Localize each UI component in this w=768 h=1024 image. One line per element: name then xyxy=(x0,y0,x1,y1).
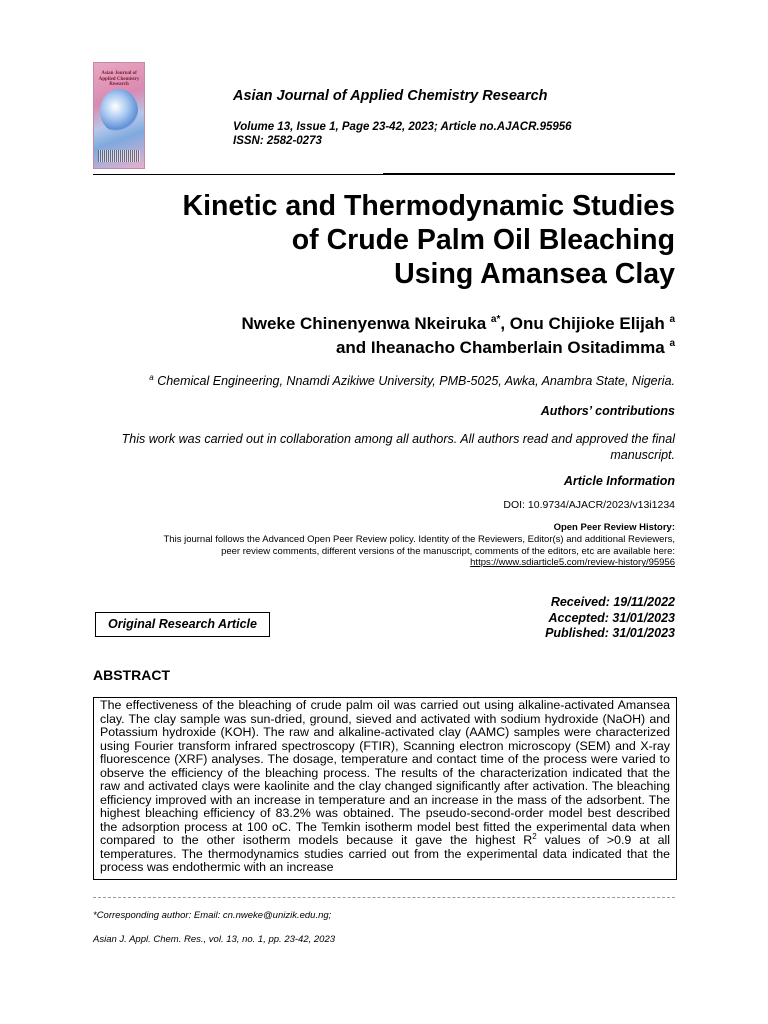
doi-value: 10.9734/AJACR/2023/v13i1234 xyxy=(527,499,675,511)
title-line-2: of Crude Palm Oil Bleaching xyxy=(291,224,675,256)
author-2: , Onu Chijioke Elijah xyxy=(500,314,665,333)
article-dates xyxy=(545,595,675,642)
open-peer-review-line-1: This journal follows the Advanced Open Peer Review policy. Identity of the Reviewers, Editor(s) and additional Reviewers, xyxy=(163,534,675,545)
received-date: Received: 19/11/2022 xyxy=(550,595,675,609)
doi-label: DOI: xyxy=(503,499,525,511)
footnote-divider xyxy=(93,897,675,898)
title-line-1: Kinetic and Thermodynamic Studies xyxy=(182,190,675,222)
article-information-heading: Article Information xyxy=(563,474,675,488)
affiliation-mark: a xyxy=(149,373,154,382)
cover-title: Asian Journal of Applied Chemistry Research xyxy=(98,71,140,87)
abstract-heading: ABSTRACT xyxy=(93,667,170,683)
cover-artwork xyxy=(100,89,138,133)
cover-barcode xyxy=(98,150,140,162)
author-list xyxy=(95,312,675,360)
author-1: Nweke Chinenyenwa Nkeiruka xyxy=(241,314,487,333)
abstract-text-part-2: values of >0.9 at all temperatures. The thermodynamics studies carried out from the experimental data indicated that the process was endothermic with an increase xyxy=(100,833,670,874)
title-line-3: Using Amansea Clay xyxy=(394,258,675,290)
article-type-box: Original Research Article xyxy=(95,612,270,637)
volume-info: Volume 13, Issue 1, Page 23-42, 2023; Article no.AJACR.95956 xyxy=(233,121,572,133)
header-divider-thin xyxy=(93,174,383,175)
author-1-affil-mark: a* xyxy=(490,314,501,325)
author-2-affil-mark: a xyxy=(669,314,675,325)
open-peer-review-text xyxy=(85,534,675,569)
author-3: and Iheanacho Chamberlain Ositadimma xyxy=(335,338,665,357)
abstract-text xyxy=(100,699,670,875)
abstract-text-part-1: The effectiveness of the bleaching of crude palm oil was carried out using alkaline-activated Amansea clay. The clay sample was sun-dried, ground, sieved and activated with sodium hydroxide (NaOH) and Potassium hydroxide (KOH). The raw and alkaline-activated clay (AAMC) samples were characterized using Fourier transform infrared spectroscopy (FTIR), Scanning electron microscopy (SEM) and X-ray fluorescence (XRF) analyses. The dosage, temperature and contact time of the process were varied to observe the efficiency of the bleaching process. The results of the characterization indicated that the raw and activated clays were kaolinite and the clay changed significantly after activation. The bleaching efficiency improved with an increase in temperature and an increase in the mass of the adsorbent. The highest bleaching efficiency of 83.2% was obtained. The pseudo-second-order model best described the adsorption process at 100 oC. The Temkin isotherm model best fitted the experimental data when compared to the other isotherm models because it gave the highest R xyxy=(100,698,670,847)
article-title xyxy=(115,189,675,291)
journal-name: Asian Journal of Applied Chemistry Research xyxy=(233,88,548,104)
header-divider-thick xyxy=(383,173,675,175)
open-peer-review-heading: Open Peer Review History: xyxy=(553,522,675,533)
citation-footer: Asian J. Appl. Chem. Res., vol. 13, no. 1, pp. 23-42, 2023 xyxy=(93,934,336,945)
corresponding-author: *Corresponding author: Email: cn.nweke@unizik.edu.ng; xyxy=(93,910,332,921)
published-date: Published: 31/01/2023 xyxy=(545,626,675,640)
affiliation xyxy=(75,374,675,388)
affiliation-text: Chemical Engineering, Nnamdi Azikiwe University, PMB-5025, Awka, Anambra State, Nigeria. xyxy=(157,374,675,388)
journal-cover-image xyxy=(93,62,145,169)
review-history-link[interactable]: https://www.sdiarticle5.com/review-history/95956 xyxy=(470,557,675,568)
doi xyxy=(503,499,675,511)
accepted-date: Accepted: 31/01/2023 xyxy=(548,610,675,625)
abstract-superscript: 2 xyxy=(532,832,537,841)
author-3-affil-mark: a xyxy=(669,338,675,349)
abstract-box xyxy=(93,697,677,880)
open-peer-review-line-2: peer review comments, different versions of the manuscript, comments of the editors, etc are available here: xyxy=(221,545,675,557)
contributions-heading: Authors’ contributions xyxy=(540,404,675,418)
contributions-text: This work was carried out in collaboration among all authors. All authors read and approved the final manuscript. xyxy=(121,432,675,462)
issn: ISSN: 2582-0273 xyxy=(233,135,322,147)
